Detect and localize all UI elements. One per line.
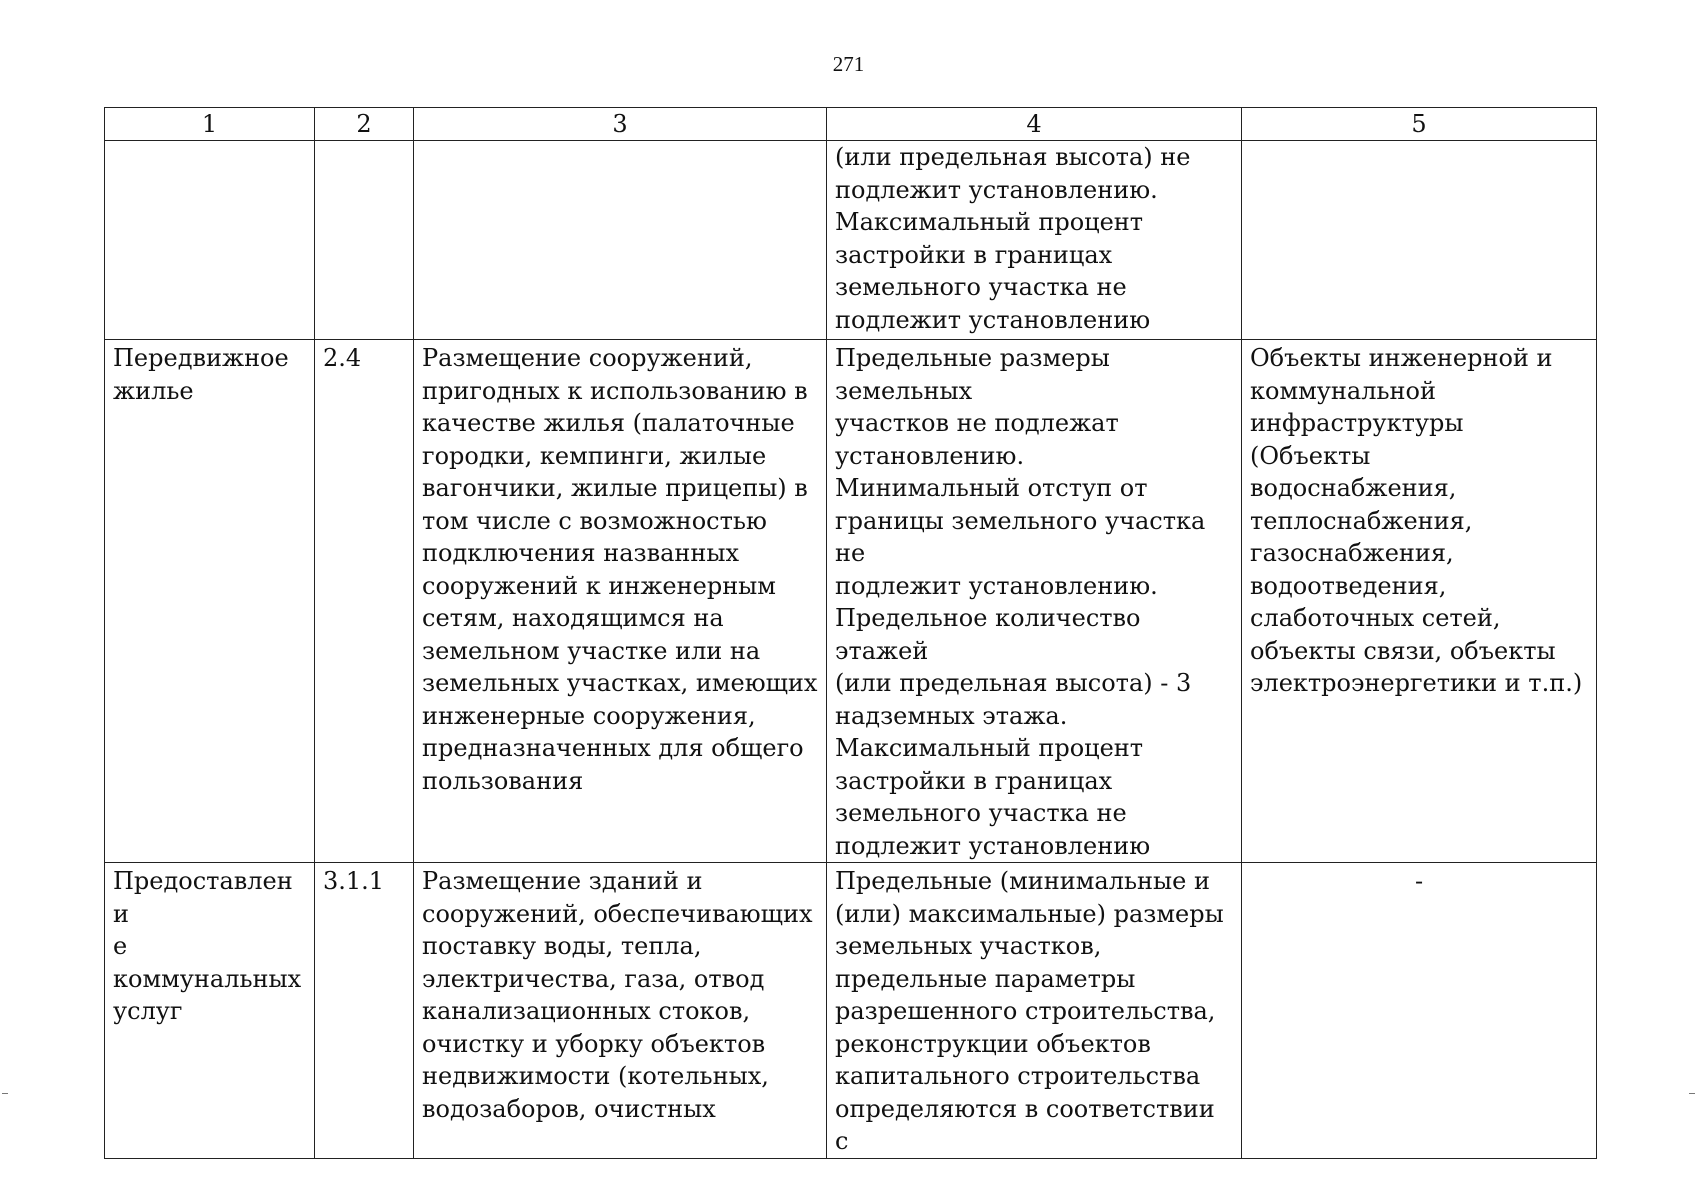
land-use-description: Размещение сооружений, пригодных к использованию в качестве жилья (палаточные городки, кемпинги, жилые вагончики, жилые прицепы) в том числе с возможностью подключения названных сооружений к инженерным сетям, находящимся на земельном участке или на земельных участках, имеющих инженерные сооружения, предназначенных для общего пользования bbox=[422, 344, 818, 795]
land-use-code-cell bbox=[315, 141, 414, 340]
land-use-code: 3.1.1 bbox=[323, 867, 385, 895]
land-use-code-cell bbox=[315, 863, 414, 1159]
column-header-5: 5 bbox=[1242, 108, 1597, 141]
auxiliary-objects: Объекты инженерной и коммунальной инфраструктуры (Объекты водоснабжения, теплоснабжения, газоснабжения, водоотведения, слаботочных сетей, объекты связи, объекты электроэнергетики и т.п.) bbox=[1250, 344, 1583, 697]
column-header-4: 4 bbox=[827, 108, 1242, 141]
construction-parameters: Предельные (минимальные и (или) максимальные) размеры земельных участков, предельные параметры разрешенного строительства, реконструкции объектов капитального строительства определяются в соответствии с bbox=[835, 867, 1224, 1155]
construction-parameters: (или предельная высота) не подлежит установлению. Максимальный процент застройки в границах земельного участка не подлежит установлению bbox=[835, 143, 1191, 334]
column-header-1: 1 bbox=[105, 108, 315, 141]
scan-edge-mark-left bbox=[2, 1093, 8, 1094]
parameters-cell bbox=[827, 863, 1242, 1159]
auxiliary-objects: - bbox=[1414, 867, 1424, 895]
table-row-mobile-housing bbox=[105, 340, 1597, 863]
parameters-cell bbox=[827, 141, 1242, 340]
land-use-code: 2.4 bbox=[323, 344, 362, 372]
objects-cell bbox=[1242, 340, 1597, 863]
description-cell bbox=[414, 141, 827, 340]
page-number: 271 bbox=[832, 52, 865, 76]
objects-cell bbox=[1242, 863, 1597, 1159]
zoning-regulations-table bbox=[104, 107, 1597, 1159]
land-use-name-cell bbox=[105, 141, 315, 340]
table-row-utility-services bbox=[105, 863, 1597, 1159]
parameters-cell bbox=[827, 340, 1242, 863]
objects-cell bbox=[1242, 141, 1597, 340]
land-use-name-cell bbox=[105, 340, 315, 863]
table-row-continuation bbox=[105, 141, 1597, 340]
land-use-name: Передвижное жилье bbox=[113, 344, 289, 405]
table-header-row bbox=[105, 108, 1597, 141]
column-header-2: 2 bbox=[315, 108, 414, 141]
land-use-code-cell bbox=[315, 340, 414, 863]
description-cell bbox=[414, 340, 827, 863]
land-use-description: Размещение зданий и сооружений, обеспечивающих поставку воды, тепла, электричества, газа, отвод канализационных стоков, очистку и уборку объектов недвижимости (котельных, водозаборов, очистных bbox=[422, 867, 813, 1123]
construction-parameters: Предельные размеры земельных участков не подлежат установлению. Минимальный отступ от границы земельного участка не подлежит установлению. Предельное количество этажей (или предельная высота) - 3 надземных этажа. Максимальный процент застройки в границах земельного участка не подлежит установлению bbox=[835, 344, 1206, 860]
land-use-name-cell bbox=[105, 863, 315, 1159]
land-use-name: Предоставлени е коммунальных услуг bbox=[113, 867, 302, 1025]
scan-edge-mark-right bbox=[1689, 1093, 1695, 1094]
column-header-3: 3 bbox=[414, 108, 827, 141]
description-cell bbox=[414, 863, 827, 1159]
